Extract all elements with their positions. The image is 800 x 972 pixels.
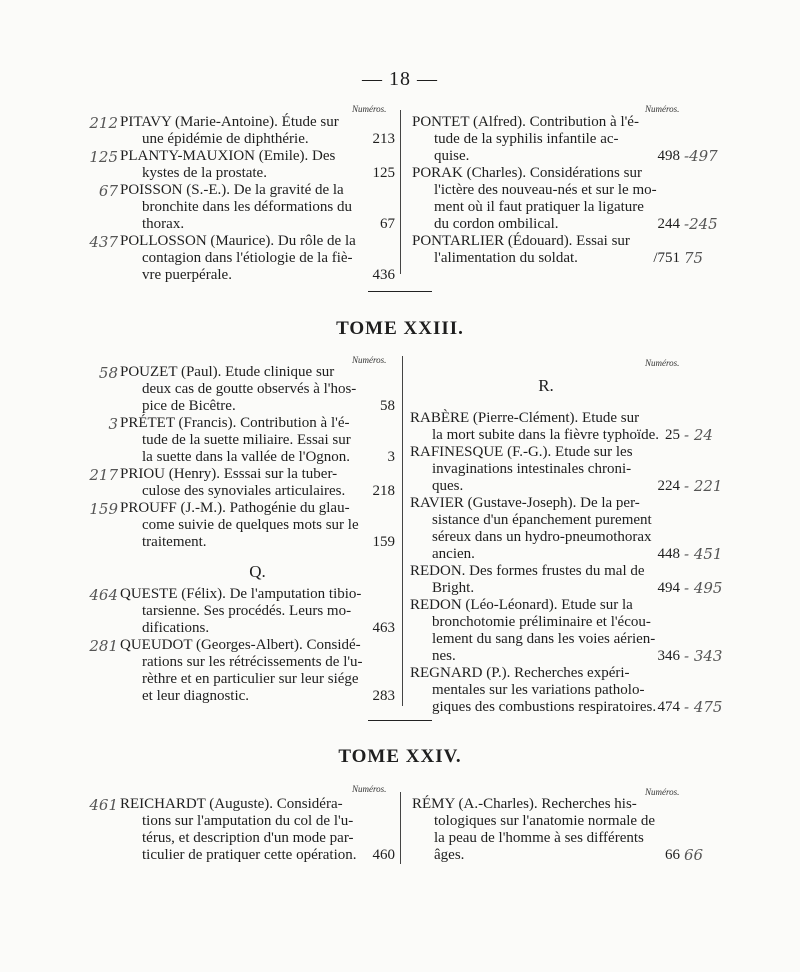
handwritten-number: - 495 (684, 579, 723, 597)
entry-number: 159 (372, 534, 395, 550)
entry-title-line: l'alimentation du soldat. (434, 250, 578, 266)
entry-title-line: mentales sur les variations patholo- (432, 682, 645, 698)
entry-title-line: tude de la syphilis infantile ac- (434, 131, 619, 147)
entry-number: /751 (653, 250, 680, 266)
handwritten-number: 461 (89, 796, 118, 814)
index-entry (120, 114, 395, 148)
entry-title-line: difications. (142, 620, 210, 636)
entry-title-line: nes. (432, 648, 456, 664)
entry-author-line: POUZET (Paul). Etude clinique sur (120, 364, 335, 380)
entry-number: 58 (380, 398, 395, 414)
entry-title-line: traitement. (142, 534, 207, 550)
entry-number: 448 (657, 546, 680, 562)
index-entry (120, 586, 395, 637)
column-left-section2 (120, 364, 395, 551)
column-divider (400, 110, 401, 274)
entry-author-line: RABÈRE (Pierre-Clément). Etude sur (410, 410, 640, 426)
handwritten-number: 464 (89, 586, 118, 604)
handwritten-number: 58 (98, 364, 118, 382)
entry-author-line: PRÉTET (Francis). Contribution à l'é- (120, 415, 350, 431)
entry-title-line: vre puerpérale. (142, 267, 232, 283)
entry-author-line: REDON. Des formes frustes du mal de (410, 563, 645, 579)
numeros-label: Numéros. (352, 355, 387, 365)
entry-author-line: RAFINESQUE (F.-G.). Etude sur les (410, 444, 633, 460)
index-entry (120, 182, 395, 233)
entry-title-line: come suivie de quelques mots sur le (142, 517, 359, 533)
index-entry (410, 563, 680, 597)
entry-number: 283 (372, 688, 395, 704)
handwritten-number: - 475 (684, 698, 723, 716)
letter-heading-r: R. (538, 376, 554, 395)
tome-heading: TOME XXIV. (338, 746, 462, 767)
entry-title-line: la mort subite dans la fièvre typhoïde. (432, 427, 660, 443)
index-entry (410, 444, 680, 495)
entry-title-line: l'ictère des nouveau-nés et sur le mo- (434, 182, 657, 198)
index-entry (120, 148, 395, 182)
index-entry (412, 114, 680, 165)
entry-title-line: et leur diagnostic. (142, 688, 250, 704)
column-right-section3 (412, 796, 680, 864)
column-left-section3 (120, 796, 395, 864)
entry-author-line: QUEUDOT (Georges-Albert). Considé- (120, 637, 361, 653)
entry-title-line: tologiques sur l'anatomie normale de (434, 813, 655, 829)
entry-author-line: REICHARDT (Auguste). Considéra- (120, 796, 343, 812)
entry-title-line: rations sur les rétrécissements de l'u- (142, 654, 363, 670)
handwritten-number: 437 (89, 233, 118, 251)
index-entry (412, 165, 680, 233)
entry-number: 25 (665, 427, 680, 443)
entry-number: 125 (372, 165, 395, 181)
entry-author-line: PORAK (Charles). Considérations sur (412, 165, 642, 181)
column-divider (400, 792, 401, 864)
handwritten-number: 125 (89, 148, 118, 166)
entry-title-line: rèthre et en particulier sur leur siége (142, 671, 359, 687)
entry-author-line: POLLOSSON (Maurice). Du rôle de la (120, 233, 356, 249)
entry-author-line: RAVIER (Gustave-Joseph). De la per- (410, 495, 640, 511)
entry-number: 67 (380, 216, 395, 232)
entry-title-line: deux cas de goutte observés à l'hos- (142, 381, 357, 397)
numeros-label: Numéros. (645, 787, 680, 797)
entry-author-line: PLANTY-MAUXION (Emile). Des (120, 148, 336, 164)
entry-number: 66 (665, 847, 680, 863)
handwritten-number: 66 (684, 846, 704, 864)
index-entry (410, 597, 680, 665)
handwritten-number: 67 (98, 182, 118, 200)
index-entry (120, 415, 395, 466)
handwritten-number: 3 (108, 415, 118, 433)
numeros-label: Numéros. (645, 358, 680, 368)
numeros-label: Numéros. (352, 104, 387, 114)
entry-title-line: térus, et description d'un mode par- (142, 830, 354, 846)
column-right-section2 (410, 410, 680, 716)
entry-title-line: tude de la suette miliaire. Essai sur (142, 432, 351, 448)
entry-number: 346 (657, 648, 680, 664)
entry-title-line: ques. (432, 478, 464, 494)
entry-title-line: ancien. (432, 546, 475, 562)
entry-title-line: du cordon ombilical. (434, 216, 559, 232)
entry-author-line: REDON (Léo-Léonard). Etude sur la (410, 597, 633, 613)
entry-title-line: quise. (434, 148, 470, 164)
index-entry (410, 665, 680, 716)
index-entry (410, 495, 680, 563)
entry-title-line: kystes de la prostate. (142, 165, 267, 181)
page-number: — 18 — (362, 68, 438, 90)
entry-number: 213 (372, 131, 395, 147)
entry-title-line: la peau de l'homme à ses différents (434, 830, 644, 846)
entry-title-line: ment où il faut pratiquer la ligature (434, 199, 644, 215)
entry-title-line: tions sur l'amputation du col de l'u- (142, 813, 354, 829)
handwritten-number: - 221 (684, 477, 723, 495)
handwritten-number: 212 (89, 114, 118, 132)
handwritten-number: 217 (89, 466, 118, 484)
entry-author-line: POISSON (S.-E.). De la gravité de la (120, 182, 344, 198)
entry-number: 474 (657, 699, 680, 715)
entry-author-line: PITAVY (Marie-Antoine). Étude sur (120, 114, 339, 130)
entry-number: 436 (372, 267, 395, 283)
handwritten-number: - 343 (684, 647, 723, 665)
entry-number: 3 (387, 449, 395, 465)
index-entry (120, 466, 395, 500)
handwritten-number: - 24 (684, 426, 713, 444)
entry-title-line: séreux dans un hydro-pneumothorax (432, 529, 652, 545)
entry-author-line: PONTET (Alfred). Contribution à l'é- (412, 114, 639, 130)
entry-title-line: bronchite dans les déformations du (142, 199, 352, 215)
handwritten-number: 75 (684, 249, 704, 267)
entry-title-line: ticulier de pratiquer cette opération. (142, 847, 357, 863)
entry-author-line: RÉMY (A.-Charles). Recherches his- (412, 796, 637, 812)
handwritten-number: -245 (684, 215, 718, 233)
index-entry (120, 233, 395, 284)
handwritten-number: -497 (684, 147, 718, 165)
entry-author-line: PONTARLIER (Édouard). Essai sur (412, 233, 630, 249)
index-entry (120, 500, 395, 551)
separator-rule (368, 291, 432, 292)
numeros-label: Numéros. (645, 104, 680, 114)
column-right-section1 (412, 114, 680, 267)
letter-heading-q: Q. (249, 562, 266, 581)
entry-title-line: giques des combustions respiratoires. (432, 699, 657, 715)
entry-title-line: sistance d'un épanchement purement (432, 512, 652, 528)
entry-number: 498 (657, 148, 680, 164)
entry-title-line: âges. (434, 847, 465, 863)
entry-title-line: lement du sang dans les voies aérien- (432, 631, 656, 647)
separator-rule (368, 720, 432, 721)
column-left-section1 (120, 114, 395, 284)
column-left-section2-q (120, 586, 395, 705)
entry-title-line: thorax. (142, 216, 185, 232)
entry-number: 244 (657, 216, 680, 232)
entry-number: 463 (372, 620, 395, 636)
entry-title-line: culose des synoviales articulaires. (142, 483, 346, 499)
entry-title-line: pice de Bicêtre. (142, 398, 236, 414)
entry-title-line: Bright. (432, 580, 475, 596)
entry-title-line: une épidémie de diphthérie. (142, 131, 309, 147)
handwritten-number: 159 (89, 500, 118, 518)
index-entry (412, 796, 680, 864)
index-entry (120, 637, 395, 705)
index-entry (410, 410, 680, 444)
tome-heading: TOME XXIII. (336, 318, 464, 339)
entry-title-line: invaginations intestinales chroni- (432, 461, 632, 477)
entry-title-line: tarsienne. Ses procédés. Leurs mo- (142, 603, 352, 619)
entry-title-line: contagion dans l'étiologie de la fiè- (142, 250, 353, 266)
entry-number: 494 (657, 580, 680, 596)
entry-author-line: REGNARD (P.). Recherches expéri- (410, 665, 630, 681)
entry-author-line: PRIOU (Henry). Esssai sur la tuber- (120, 466, 338, 482)
index-entry (120, 364, 395, 415)
entry-author-line: QUESTE (Félix). De l'amputation tibio- (120, 586, 362, 602)
entry-title-line: bronchotomie préliminaire et l'écou- (432, 614, 651, 630)
handwritten-number: 281 (89, 637, 118, 655)
index-entry (120, 796, 395, 864)
numeros-label: Numéros. (352, 784, 387, 794)
entry-number: 218 (372, 483, 395, 499)
index-entry (412, 233, 680, 267)
handwritten-number: - 451 (684, 545, 723, 563)
entry-author-line: PROUFF (J.-M.). Pathogénie du glau- (120, 500, 350, 516)
entry-number: 224 (657, 478, 680, 494)
entry-title-line: la suette dans la vallée de l'Ognon. (142, 449, 351, 465)
entry-number: 460 (372, 847, 395, 863)
column-divider (402, 356, 403, 706)
